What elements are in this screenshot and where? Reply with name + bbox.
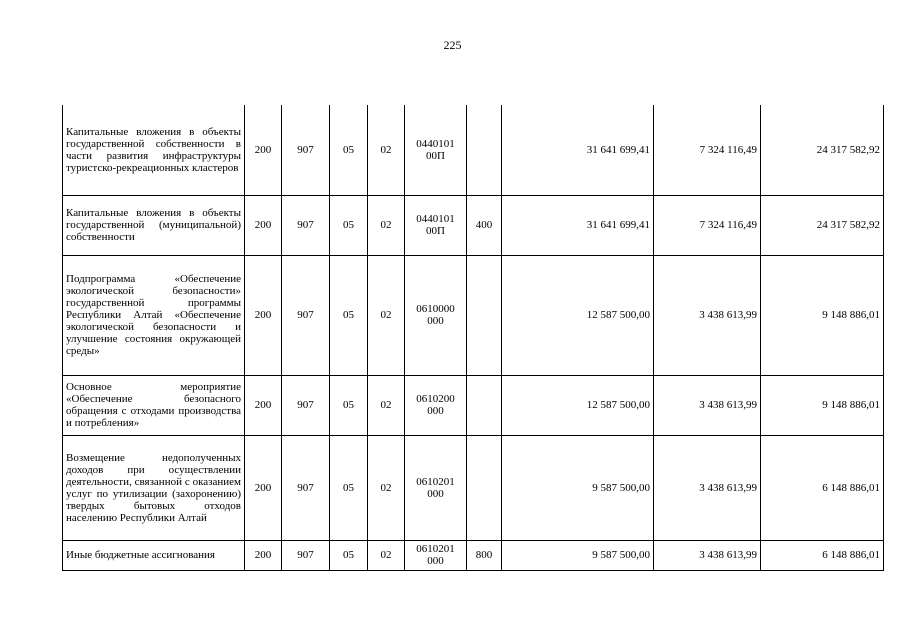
cell-target-code: 0610201 000 [405, 540, 467, 570]
cell-code-1: 200 [245, 375, 282, 435]
cell-amount-2: 7 324 116,49 [654, 195, 761, 255]
cell-code-1: 200 [245, 195, 282, 255]
cell-target-code: 0610200 000 [405, 375, 467, 435]
cell-code-3: 05 [330, 195, 368, 255]
budget-table [62, 105, 884, 571]
cell-target-code: 0440101 00П [405, 105, 467, 195]
cell-code-4: 02 [368, 105, 405, 195]
cell-target-code: 0610000 000 [405, 255, 467, 375]
row-name: Капитальные вложения в объекты государственной (муниципальной) собственности [63, 195, 245, 255]
cell-amount-1: 12 587 500,00 [502, 375, 654, 435]
cell-code-1: 200 [245, 105, 282, 195]
cell-code-1: 200 [245, 255, 282, 375]
cell-amount-3: 6 148 886,01 [761, 435, 884, 540]
cell-amount-2: 7 324 116,49 [654, 105, 761, 195]
cell-code-3: 05 [330, 540, 368, 570]
cell-code-2: 907 [282, 195, 330, 255]
cell-amount-1: 9 587 500,00 [502, 540, 654, 570]
cell-code-3: 05 [330, 375, 368, 435]
table-row [63, 375, 884, 435]
cell-code-4: 02 [368, 435, 405, 540]
row-name: Капитальные вложения в объекты государственной собственности в части развития инфраструктуры туристско-рекреационных кластеров [63, 105, 245, 195]
cell-code-2: 907 [282, 105, 330, 195]
cell-code-4: 02 [368, 195, 405, 255]
cell-code-3: 05 [330, 255, 368, 375]
table-row [63, 195, 884, 255]
cell-vr-code [467, 435, 502, 540]
cell-vr-code: 800 [467, 540, 502, 570]
cell-amount-3: 24 317 582,92 [761, 105, 884, 195]
cell-code-2: 907 [282, 375, 330, 435]
row-name: Основное мероприятие «Обеспечение безопасного обращения с отходами производства и потребления» [63, 375, 245, 435]
table-row [63, 255, 884, 375]
cell-code-3: 05 [330, 435, 368, 540]
cell-amount-3: 9 148 886,01 [761, 375, 884, 435]
cell-vr-code [467, 105, 502, 195]
cell-amount-3: 6 148 886,01 [761, 540, 884, 570]
cell-code-2: 907 [282, 435, 330, 540]
cell-target-code: 0440101 00П [405, 195, 467, 255]
cell-code-4: 02 [368, 375, 405, 435]
cell-amount-3: 24 317 582,92 [761, 195, 884, 255]
cell-amount-2: 3 438 613,99 [654, 255, 761, 375]
table-row [63, 105, 884, 195]
cell-amount-2: 3 438 613,99 [654, 540, 761, 570]
table-row [63, 435, 884, 540]
cell-code-4: 02 [368, 540, 405, 570]
cell-code-3: 05 [330, 105, 368, 195]
row-name: Подпрограмма «Обеспечение экологической безопасности» государственной программы Республики Алтай «Обеспечение экологической безопасности и улучшение состояния окружающей среды» [63, 255, 245, 375]
cell-vr-code [467, 375, 502, 435]
cell-amount-2: 3 438 613,99 [654, 375, 761, 435]
cell-vr-code [467, 255, 502, 375]
cell-target-code: 0610201 000 [405, 435, 467, 540]
cell-amount-1: 31 641 699,41 [502, 105, 654, 195]
cell-code-4: 02 [368, 255, 405, 375]
cell-amount-1: 31 641 699,41 [502, 195, 654, 255]
cell-amount-1: 9 587 500,00 [502, 435, 654, 540]
cell-code-2: 907 [282, 540, 330, 570]
row-name: Возмещение недополученных доходов при осуществлении деятельности, связанной с оказанием услуг по утилизации (захоронению) твердых бытовых отходов населению Республики Алтай [63, 435, 245, 540]
table-row [63, 540, 884, 570]
page-number: 225 [443, 38, 462, 52]
cell-amount-1: 12 587 500,00 [502, 255, 654, 375]
cell-vr-code: 400 [467, 195, 502, 255]
row-name: Иные бюджетные ассигнования [63, 540, 245, 570]
cell-amount-3: 9 148 886,01 [761, 255, 884, 375]
cell-code-2: 907 [282, 255, 330, 375]
cell-code-1: 200 [245, 435, 282, 540]
cell-code-1: 200 [245, 540, 282, 570]
cell-amount-2: 3 438 613,99 [654, 435, 761, 540]
